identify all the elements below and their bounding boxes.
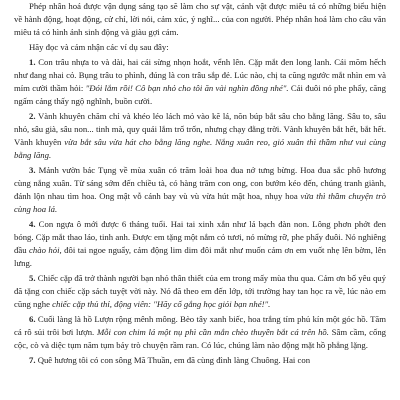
example-text: Quê hương tôi có con sông Mã Thuần, em đã cùng đình làng Chuông. Hai con [35, 355, 311, 365]
example-italic-text: Mỗi con chim lá một nụ phì cần mắn chèo thuyền bắt cá trên hồ. [96, 327, 329, 337]
example-number: 6. [29, 314, 36, 324]
example-italic-text: chiếc cặp thủ thỉ, động viên: "Hãy cố gắng học giỏi bạn nhé!". [52, 299, 271, 309]
example-paragraph-3 [14, 164, 386, 216]
example-italic-text: chào hỏi, [29, 245, 62, 255]
example-paragraph-1 [14, 56, 386, 108]
example-paragraph-2 [14, 110, 386, 162]
example-italic-text: vừa thì thầm chuyện trò cùng hoa lá. [14, 191, 386, 214]
example-paragraph-7 [14, 354, 386, 367]
example-paragraph-6 [14, 313, 386, 352]
example-text: Sâm cầm, cống cộc, cò và diệc tụm năm tụm bảy trò chuyện rầm ran. Có lúc, chúng làm nào động mặt hồ phẳng lặng. [14, 327, 387, 350]
example-italic-text: "Đói lắm rồi! Cô bạn nhỏ cho tôi ăn vài nghìn đồng nhé". [85, 83, 289, 93]
intro-paragraph: Phép nhân hoá được vận dụng sáng tạo sẽ làm cho sự vật, cảnh vật được miêu tả có những biểu hiện về hành động, hoạt động, cử chỉ, lời nói, cảm xúc, ý nghĩ... của con người. Phép nhân hoá làm cho câu văn miêu tả có hình ảnh sinh động và giàu gợi cảm. [14, 1, 386, 37]
example-text: Chiếc cặp đã trở thành người bạn nhỏ thân thiết của em trong mấy mùa thu qua. Cảm ơn bố yêu quý đã tặng con chiếc cặp sách tuyệt vời này. Nó đã theo em đến lớp, tới trường hay tan học ra về, lúc nào em cũng nghe [14, 273, 386, 309]
example-paragraph-4 [14, 218, 386, 270]
example-text: Con ngựa ô mới được 6 tháng tuổi. Hai tai xinh xắn như lá bạch đàn non. Lông phơn phớt đen bóng. Cặp mắt thao láo, tinh anh. Được em tặng một nắm cỏ tươi, nó mừng rỡ, phe phẩy đuôi. Nó nghiêng đầu [14, 219, 386, 255]
example-number: 1. [29, 57, 36, 67]
example-number: 7. [29, 355, 36, 365]
example-number: 5. [29, 273, 36, 283]
instruction-paragraph: Hãy đọc và cảm nhận các ví dụ sau đây: [29, 42, 169, 52]
example-text: Cuối làng là hồ Lượn rộng mênh mông. Bèo tây xanh biếc, hoa trắng tím phủ kín một góc hồ. Tăm cá rô sủi trôi bơi lượn. [14, 314, 386, 337]
example-text: đôi tai ngoe nguẩy, cảm động lim dim đôi mắt như muốn cảm ơn em vuốt nhẹ lên bờm, lên lưng. [14, 245, 387, 268]
example-text: Con trâu nhựa to và dài, hai cái sừng nhọn hoắt, vểnh lên. Cặp mắt đen long lanh. Cái mõm hếch như đang nhai cỏ. Bụng trâu to phình, đúng là con trâu sắp đẻ. Lúc nào, chị ta cũng ngước mắt nhìn em và mỉm cười thầm hỏi: [14, 57, 386, 93]
example-italic-text: vừa bắt sâu vừa hát cho bằng lăng nghe. Nắng xuân reo, gió xuân thì thầm như vui cùng bằng lăng. [14, 137, 386, 160]
example-paragraph-5 [14, 272, 386, 311]
example-number: 2. [29, 111, 36, 121]
example-number: 4. [29, 219, 36, 229]
document-body [14, 0, 386, 369]
example-number: 3. [29, 165, 36, 175]
example-text: Vành khuyên chăm chỉ và khéo léo lách mỏ vào kẽ lá, nõn búp bắt sâu cho bằng lăng. Sâu to, sâu nhỏ, sâu già, sâu non... tinh mà, quy quái lắm trố trốn, nhưng chạy đằng trời. Vành khuyên bắt hết, bắt hết. Vành khuyên [14, 111, 386, 147]
example-text: Mảnh vườn bác Tụng về mùa xuân có trăm loài hoa đua nở tưng bừng. Hoa đua sắc phô hương cùng nắng xuân. Từ sáng sớm đến chiều tà, có hàng trăm con ong, con bướm kéo đến, chúng tranh giành, đánh lộn nhau tìm hoa. Ong mật vỗ cánh bay vù vù vừa hút mật hoa, nhụy hoa [14, 165, 386, 201]
example-text: Cái đuôi nó phe phẩy, căng ngấm cảng thấy ngộ nghĩnh, buồn cười. [14, 83, 386, 106]
